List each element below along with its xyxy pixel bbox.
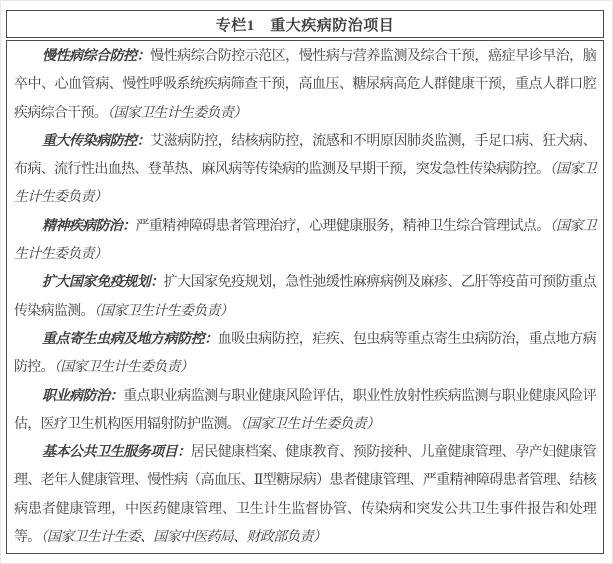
section-attribution: （国家卫生计生委负责）	[107, 105, 247, 121]
section-paragraph	[14, 439, 596, 552]
section-body: 严重精神障碍患者管理治疗，心理健康服务，精神卫生综合管理试点。	[135, 218, 550, 234]
section-paragraph	[14, 269, 596, 326]
section-body: 血吸虫病防控，疟疾、包虫病等重点寄生虫病防治，重点地方病防控。	[14, 331, 596, 376]
section-attribution: （国家卫生计生委负责）	[14, 218, 596, 263]
section-body: 艾滋病防控，结核病防控，流感和不明原因肺炎监测，手足口病、狂犬病、布病、流行性出血热、登革热、麻风病等传染病的监测及早期干预，突发急性传染病防控。	[14, 133, 596, 178]
section-body: 慢性病综合防控示范区，慢性病与营养监测及综合干预，癌症早诊早治，脑卒中、心血管病、慢性呼吸系统疾病筛查干预，高血压、糖尿病高危人群健康干预，重点人群口腔疾病综合干预。	[14, 49, 596, 121]
section-paragraph	[14, 213, 596, 270]
panel-title: 专栏1 重大疾病防治项目	[215, 17, 395, 34]
section-paragraph	[14, 326, 596, 383]
section-lead: 重点寄生虫病及地方病防控：	[42, 331, 218, 347]
section-attribution: （国家卫生计生委、国家中医药局、财政部负责）	[40, 530, 327, 546]
section-body: 居民健康档案、健康教育、预防接种、儿童健康管理、孕产妇健康管理、老年人健康管理、慢性病（高血压、Ⅱ型糖尿病）患者健康管理、严重精神障碍患者管理、结核病患者健康管理，中医药健康管理、卫生计生监督协管、传染病和突发公共卫生事件报告和处理等。	[14, 445, 596, 546]
section-lead: 重大传染病防控：	[42, 133, 151, 149]
section-body: 重点职业病监测与职业健康风险评估，职业性放射性疾病监测与职业健康风险评估，医疗卫生机构医用辐射防护监测。	[14, 388, 596, 432]
section-paragraph	[14, 383, 596, 440]
section-lead: 扩大国家免疫规划：	[42, 275, 164, 291]
section-body: 扩大国家免疫规划，急性弛缓性麻痹病例及麻疹、乙肝等疫苗可预防重点传染病监测。	[14, 275, 596, 319]
section-lead: 基本公共卫生服务项目：	[42, 445, 191, 461]
section-paragraph	[14, 128, 596, 213]
section-paragraph	[14, 43, 596, 128]
section-lead: 精神疾病防治：	[42, 218, 136, 234]
section-lead: 职业病防治：	[42, 388, 124, 404]
panel-title-box	[6, 10, 604, 38]
section-attribution: （国家卫生计生委负责）	[93, 303, 234, 319]
section-attribution: （国家卫生计生委负责）	[240, 416, 380, 432]
section-lead: 慢性病综合防控：	[42, 49, 151, 64]
panel-body	[6, 40, 604, 554]
section-attribution: （国家卫生计生委负责）	[14, 162, 596, 206]
section-attribution: （国家卫生计生委负责）	[53, 360, 194, 376]
